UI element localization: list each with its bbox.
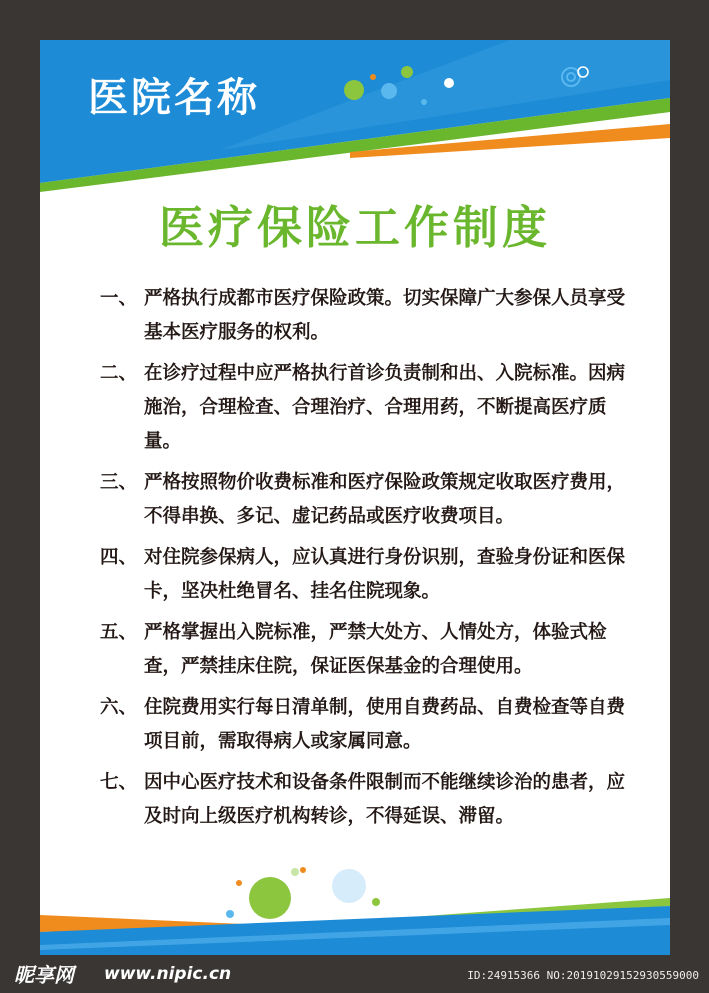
rule-number: 七、 [100,772,138,793]
rule-text: 住院费用实行每日清单制，使用自费药品、自费检查等自费项目前，需取得病人或家属同意。 [144,697,626,752]
rule-number: 二、 [100,363,138,384]
rule-number: 四、 [100,547,138,568]
footer-banner [40,40,670,955]
hospital-name: 医院名称 [88,75,260,121]
rule-text: 严格掌握出入院标准，严禁大处方、人情处方，体验式检查，严禁挂床住院，保证医保基金的合理使用。 [144,622,607,677]
watermark-bar [0,955,709,993]
poster-board [40,40,670,955]
rule-text: 严格执行成都市医疗保险政策。切实保障广大参保人员享受基本医疗服务的权利。 [144,288,626,343]
rule-text: 对住院参保病人，应认真进行身份识别，查验身份证和医保卡，坚决杜绝冒名、挂名住院现象。 [144,547,626,602]
rule-number: 六、 [100,697,138,718]
rule-text: 因中心医疗技术和设备条件限制而不能继续诊治的患者，应及时向上级医疗机构转诊，不得延误、滞留。 [144,772,626,827]
watermark-logo: 昵享网 [14,963,74,987]
rule-text: 严格按照物价收费标准和医疗保险政策规定收取医疗费用，不得串换、多记、虚记药品或医疗收费项目。 [144,472,626,527]
rule-number: 三、 [100,472,138,493]
rule-text: 在诊疗过程中应严格执行首诊负责制和出、入院标准。因病施治，合理检查、合理治疗、合理用药，不断提高医疗质量。 [144,363,626,452]
watermark-site: www.nipic.cn [104,964,232,984]
watermark-id: ID:24915366 NO:20191029152930559000 [467,969,699,982]
rule-number: 一、 [100,288,138,309]
document-title: 医疗保险工作制度 [158,201,551,254]
rule-number: 五、 [100,622,138,643]
